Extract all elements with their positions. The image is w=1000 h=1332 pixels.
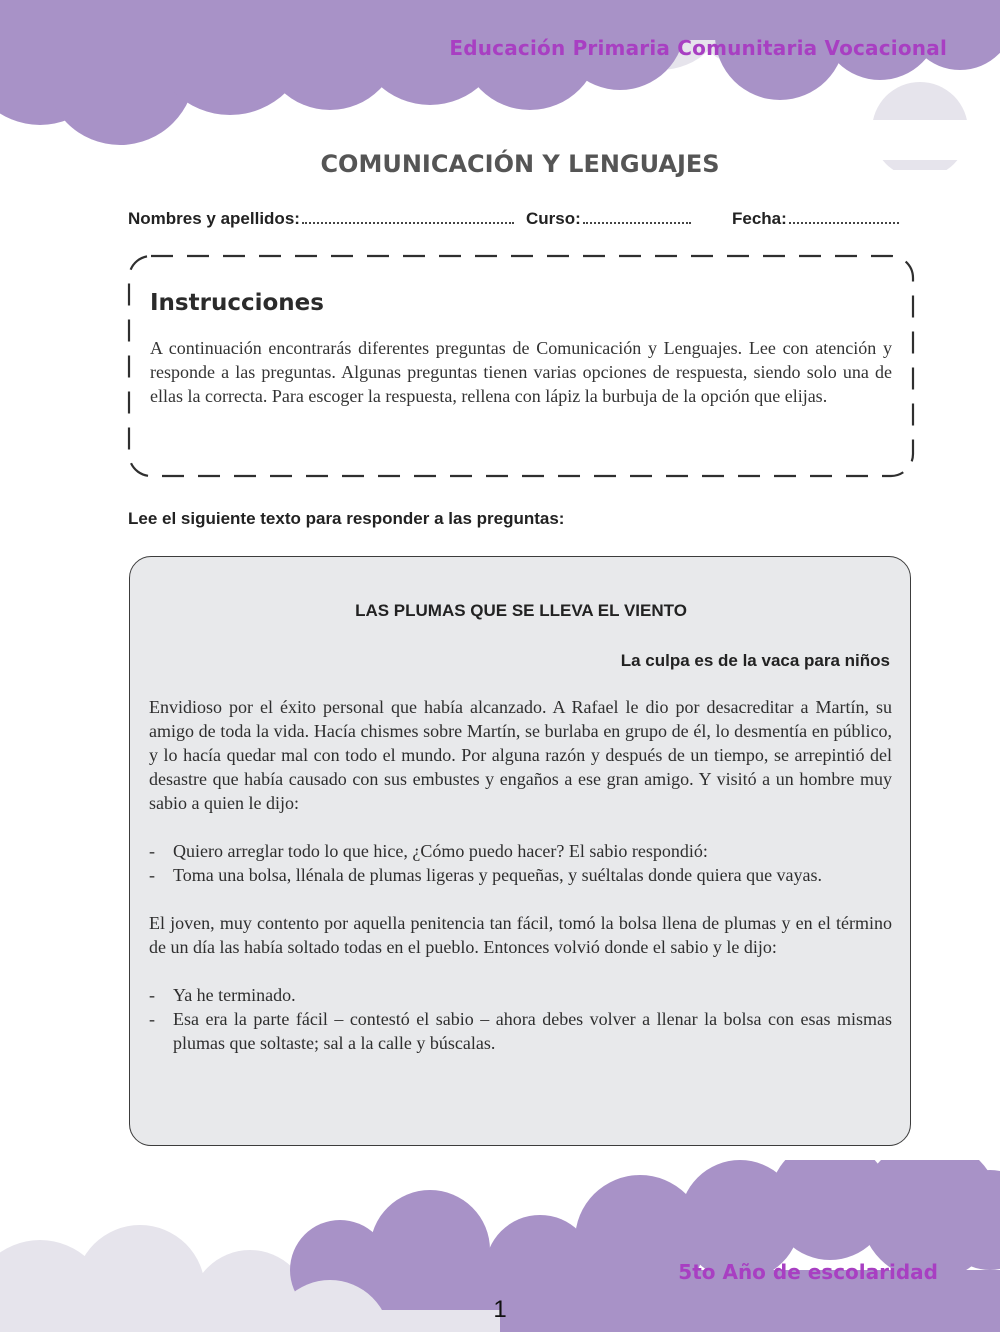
- top-cloud-decoration: [0, 0, 1000, 170]
- story-title: LAS PLUMAS QUE SE LLEVA EL VIENTO: [355, 601, 687, 620]
- page-title: COMUNICACIÓN Y LENGUAJES: [320, 150, 720, 178]
- story-body: [149, 695, 892, 1079]
- dialogue-dash: -: [149, 1009, 155, 1029]
- names-field[interactable]: [128, 208, 514, 229]
- dialogue-line: [149, 1007, 892, 1055]
- program-title: Educación Primaria Comunitaria Vocacional: [449, 36, 947, 60]
- dialogue-line: [149, 983, 892, 1007]
- instructions-text: A continuación encontrarás diferentes preguntas de Comunicación y Lenguajes. Lee con atención y responde a las preguntas. Algunas preguntas tienen varias opciones de respuesta, siendo solo una de ellas la correcta. Para escoger la respuesta, rellena con lápiz la burbuja de la opción que elijas.: [150, 338, 892, 406]
- course-field[interactable]: [526, 208, 691, 229]
- story-panel: [129, 556, 911, 1146]
- course-blank[interactable]: [583, 208, 691, 224]
- date-label: Fecha:: [732, 209, 787, 228]
- dialogue-text: Esa era la parte fácil – contestó el sabio – ahora debes volver a llenar la bolsa con esas mismas plumas que soltaste; sal a la calle y búscalas.: [173, 1009, 892, 1053]
- dialogue-text: Toma una bolsa, llénala de plumas ligeras y pequeñas, y suéltalas donde quiera que vayas.: [173, 865, 823, 885]
- dialogue-line: [149, 839, 892, 863]
- date-blank[interactable]: [789, 208, 899, 224]
- names-label: Nombres y apellidos:: [128, 209, 300, 228]
- course-label: Curso:: [526, 209, 581, 228]
- story-paragraph: El joven, muy contento por aquella penitencia tan fácil, tomó la bolsa llena de plumas y en el término de un día las había soltado todas en el pueblo. Entonces volvió donde el sabio y le dijo:: [149, 913, 892, 957]
- dialogue-list: [149, 839, 892, 887]
- page-number: 1: [493, 1296, 507, 1323]
- dialogue-dash: -: [149, 841, 155, 861]
- dialogue-line: [149, 863, 892, 887]
- story-source: La culpa es de la vaca para niños: [620, 651, 890, 670]
- names-blank[interactable]: [302, 208, 514, 224]
- dialogue-list: [149, 983, 892, 1055]
- dialogue-text: Ya he terminado.: [173, 985, 296, 1005]
- dialogue-dash: -: [149, 865, 155, 885]
- dialogue-text: Quiero arreglar todo lo que hice, ¿Cómo puedo hacer? El sabio respondió:: [173, 841, 708, 861]
- instructions-heading: Instrucciones: [150, 290, 324, 316]
- grade-label: 5to Año de escolaridad: [678, 1260, 938, 1284]
- date-field[interactable]: [732, 208, 899, 229]
- reading-prompt: Lee el siguiente texto para responder a las preguntas:: [128, 509, 565, 528]
- instructions-panel: [150, 290, 892, 408]
- dialogue-dash: -: [149, 985, 155, 1005]
- story-paragraph: Envidioso por el éxito personal que había alcanzado. A Rafael le dio por desacreditar a Martín, su amigo de toda la vida. Hacía chismes sobre Martín, se burlaba en grupo de él, lo desmentía en público, y lo hacía quedar mal con todo el mundo. Por alguna razón y después de un tiempo, se arrepintió del desastre que había causado con sus embustes y engaños a ese gran amigo. Y visitó a un hombre muy sabio a quien le dijo:: [149, 697, 892, 813]
- student-info-row: [128, 208, 900, 232]
